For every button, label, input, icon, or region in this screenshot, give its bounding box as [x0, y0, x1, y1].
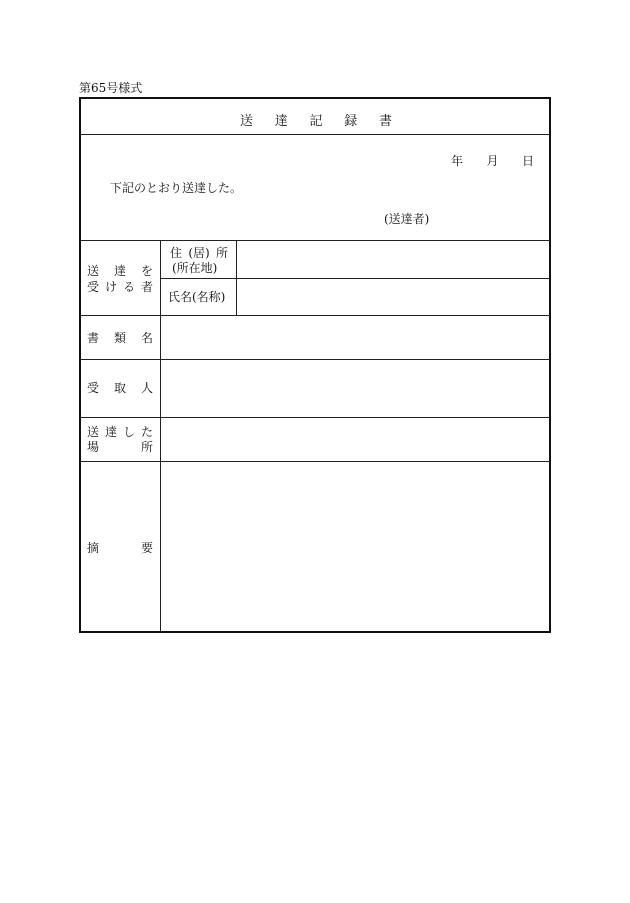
receiver-label: 受 取 人 [87, 381, 153, 395]
date-line [451, 152, 534, 169]
address-label-line1: 住 (居) 所 [170, 246, 228, 260]
title-char: 送 [240, 114, 254, 129]
summary-field[interactable] [161, 462, 549, 631]
document-title [240, 110, 392, 129]
date-day: 日 [521, 154, 534, 168]
name-label: 氏名(名称) [168, 290, 226, 304]
title-char: 記 [309, 114, 323, 129]
divider-title [80, 134, 550, 135]
title-char: 書 [378, 114, 392, 129]
date-year: 年 [451, 154, 464, 168]
title-char: 達 [274, 114, 288, 129]
sender-label: (送達者) [384, 212, 430, 226]
address-label-line2: (所在地) [172, 261, 218, 275]
receiver-field[interactable] [161, 360, 549, 416]
summary-label: 摘 要 [87, 541, 153, 555]
place-field[interactable] [161, 418, 549, 460]
recipient-label-line2: 受 け る 者 [87, 280, 153, 294]
title-char: 録 [344, 114, 358, 129]
document-name-field[interactable] [161, 316, 549, 358]
place-label-line1: 送 達 し た [87, 425, 153, 439]
address-field[interactable] [237, 241, 549, 277]
date-month: 月 [486, 154, 499, 168]
name-field[interactable] [237, 279, 549, 314]
form-number: 第65号様式 [79, 81, 143, 95]
place-label-line2: 場 所 [87, 440, 153, 454]
recipient-label-line1: 送 達 を [87, 264, 153, 278]
statement-text: 下記のとおり送達した。 [110, 181, 243, 195]
document-name-label: 書 類 名 [87, 331, 153, 345]
